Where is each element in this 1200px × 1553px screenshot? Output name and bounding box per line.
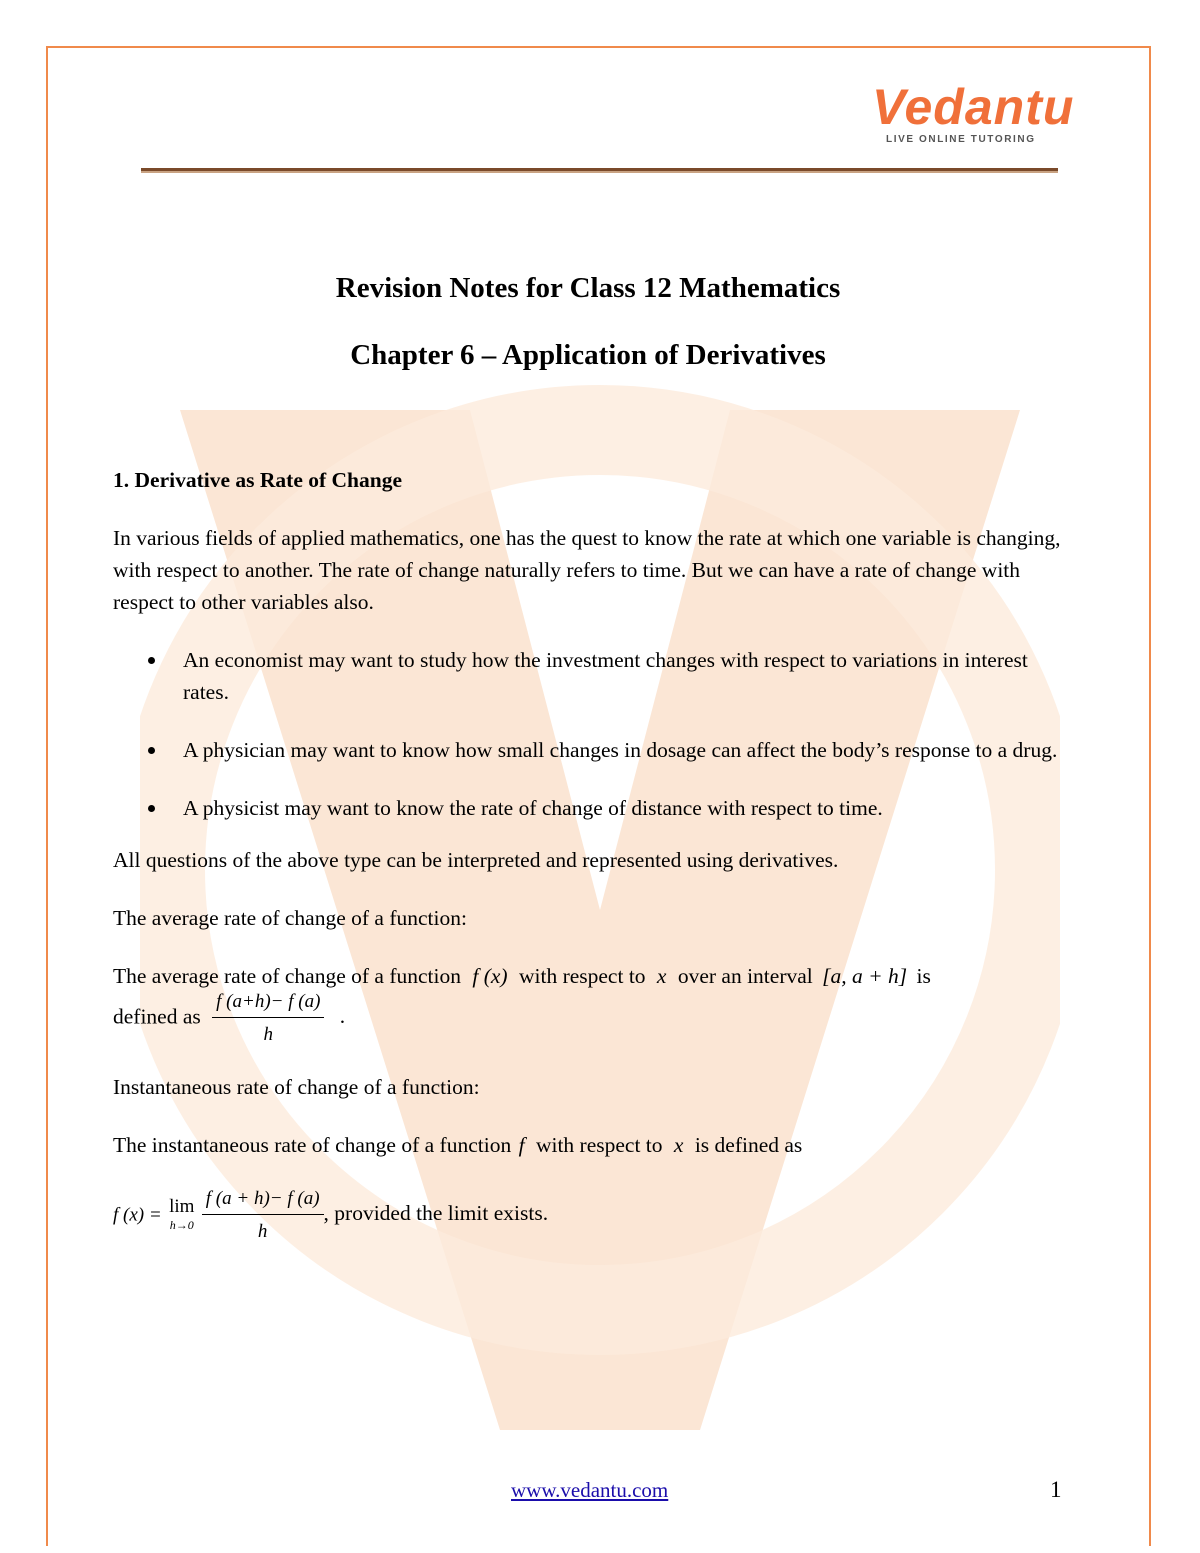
formula-tail: , provided the limit exists. [323,1201,549,1226]
chapter-title: Chapter 6 – Application of Derivatives [350,339,826,371]
limit-fraction: $\frac{f (a + h)- f (a)}{h}$ [202,1187,324,1244]
main-title: Revision Notes for Class 12 Mathematics [335,272,841,304]
list-item: A physician may want to know how small changes in dosage can affect the body’s response to a drug. [113,734,1063,766]
x-variable: x [656,964,667,988]
vedantu-logo [872,79,1075,152]
instantaneous-rate-heading: Instantaneous rate of change of a function: [113,1075,480,1099]
bullet-icon [148,805,155,812]
instantaneous-rate-formula [113,1187,1063,1244]
bullet-list [113,644,1063,824]
fx-expression: f (x) [472,964,508,988]
average-rate-heading: The average rate of change of a function: [113,906,467,930]
summary-paragraph: All questions of the above type can be interpreted and represented using derivatives. [113,848,839,872]
logo-tagline: LIVE ONLINE TUTORING [886,134,1036,145]
x-variable: x [673,1133,684,1157]
average-rate-formula: defined as $\frac{f (a+h)- f (a)}{h}$ . [113,991,346,1045]
bullet-icon [148,657,155,664]
bullet-icon [148,747,155,754]
limit-operator: lim h→0 [169,1195,195,1232]
header-rule [141,168,1058,173]
page-number: 1 [1050,1477,1062,1502]
list-item: An economist may want to study how the investment changes with respect to variations in interest rates. [113,644,1063,708]
list-item: A physicist may want to know the rate of change of distance with respect to time. [113,792,1063,824]
f-symbol: f [518,1133,525,1157]
interval-expression: [a, a + h] [822,964,908,988]
average-rate-definition: The average rate of change of a function f (x) with respect to x over an interval [a, a + h] is [113,964,931,988]
section-heading: 1. Derivative as Rate of Change [113,468,403,492]
logo-wordmark: Vedantu [872,79,1075,135]
average-rate-fraction: $\frac{f (a+h)- f (a)}{h}$ [212,990,324,1047]
instantaneous-rate-definition: The instantaneous rate of change of a function f with respect to x is defined as [113,1133,803,1157]
intro-paragraph: In various fields of applied mathematics, one has the quest to know the rate at which one variable is changing, with respect to another. The rate of change naturally refers to time. But we can have a rate of change with respect to other variables also. [113,526,1061,614]
formula-lhs: f (x) = [113,1204,162,1226]
footer-website-link[interactable]: www.vedantu.com [511,1478,669,1502]
content-body [113,464,1063,1244]
